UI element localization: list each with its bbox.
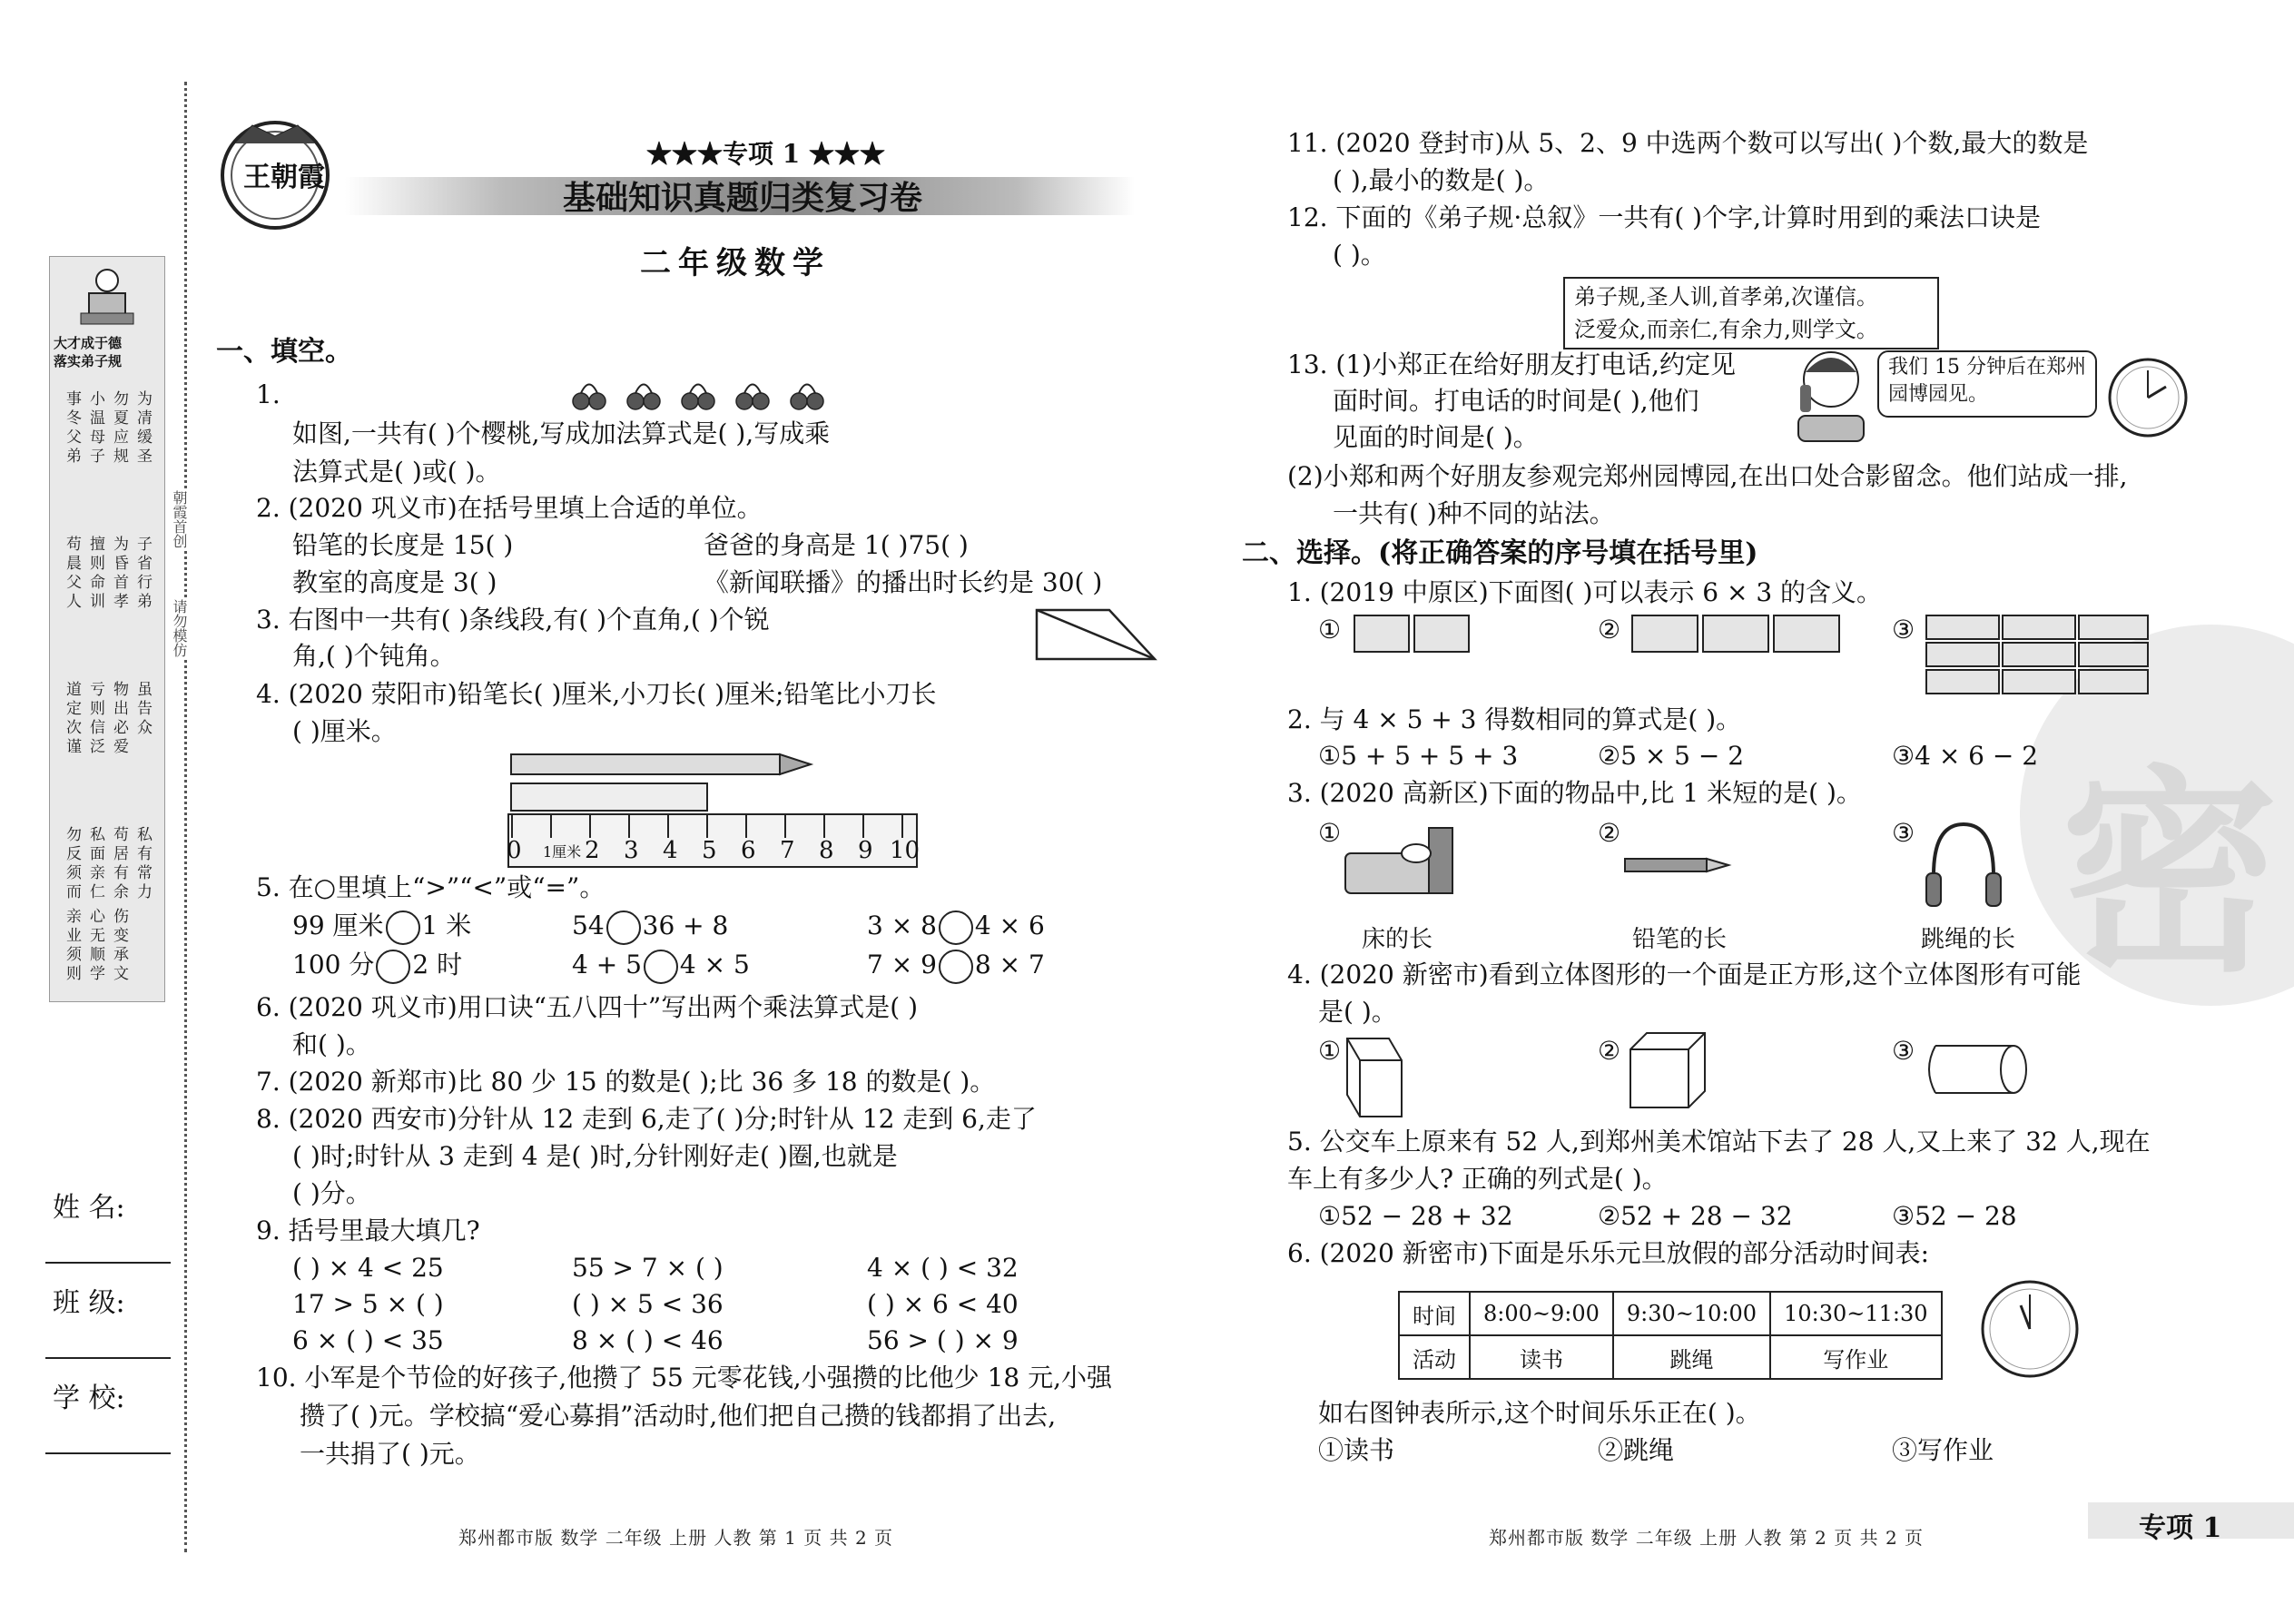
option-mark[interactable]: ① xyxy=(1318,818,1342,848)
school-label: 学 校: xyxy=(53,1383,125,1414)
logo-text: 王朝霞 xyxy=(243,162,325,193)
q2-text: 2. (2020 巩义市)在括号里填上合适的单位。 xyxy=(256,493,763,523)
poem-box xyxy=(1563,277,1939,349)
option-text[interactable]: ②5 × 5 − 2 xyxy=(1598,741,1745,771)
poem-line: 弟子规,圣人训,首孝弟,次谨信。 xyxy=(1574,284,1878,310)
section-choice: 二、选择。(将正确答案的序号填在括号里) xyxy=(1242,537,1758,569)
compare-circle[interactable] xyxy=(939,950,973,984)
poem-column: 小温母子 xyxy=(86,390,104,467)
triangular-prism-icon xyxy=(1344,1033,1407,1124)
poem-column: 子省行弟 xyxy=(133,536,152,612)
poem-column: 苟晨父人 xyxy=(63,536,81,612)
q9-item: 6 × ( ) < 35 xyxy=(292,1325,444,1355)
q5-row: 99 厘米 1 米 xyxy=(292,908,471,945)
q10-text: 一共捐了( )元。 xyxy=(300,1439,480,1469)
q5-row: 54 36 + 8 xyxy=(572,908,728,945)
caption-pencil: 铅笔的长 xyxy=(1632,926,1728,953)
q8-text: ( )分。 xyxy=(292,1178,371,1208)
compare-circle[interactable] xyxy=(376,950,410,984)
c4-text: 是( )。 xyxy=(1318,997,1397,1027)
poem-column: 勿夏应规 xyxy=(110,390,128,467)
q12-text: ( )。 xyxy=(1333,240,1386,270)
q13-text: 见面的时间是( )。 xyxy=(1333,422,1539,452)
class-field[interactable] xyxy=(45,1357,171,1359)
table-row xyxy=(1399,1335,1942,1379)
dots-group-2 xyxy=(1630,614,1844,657)
q9-item: 56 > ( ) × 9 xyxy=(867,1325,1019,1355)
option-mark[interactable]: ① xyxy=(1318,615,1342,645)
motto-2: 落实弟子规 xyxy=(54,353,123,369)
q5-row: 7 × 9 8 × 7 xyxy=(867,947,1045,984)
option-text[interactable]: ②52 + 28 − 32 xyxy=(1598,1201,1793,1231)
option-mark[interactable]: ② xyxy=(1598,1036,1621,1066)
footer-left: 郑州都市版 数学 二年级 上册 人教 第 1 页 共 2 页 xyxy=(458,1527,894,1549)
ruler-tick: 10 xyxy=(890,837,921,864)
table-cell: 跳绳 xyxy=(1613,1335,1770,1379)
q10-text: 10. 小军是个节俭的好孩子,他攒了 55 元零花钱,小强攒的比他少 18 元,小强 xyxy=(256,1363,1112,1393)
ruler-tick: 4 xyxy=(663,837,678,864)
watermark-text: 密 xyxy=(2061,745,2279,1001)
jump-rope-icon xyxy=(1914,821,2013,911)
poem-column: 道定次谨 xyxy=(63,681,81,757)
poem-column: 物出必爱 xyxy=(110,681,128,757)
caption-rope: 跳绳的长 xyxy=(1921,926,2016,953)
ruler-tick: 5 xyxy=(702,837,717,864)
compare-circle[interactable] xyxy=(386,910,420,945)
q7-text: 7. (2020 新郑市)比 80 少 15 的数是( );比 36 多 18 的数是( )。 xyxy=(256,1067,996,1097)
q2-text: 爸爸的身高是 1( )75( ) xyxy=(704,530,969,560)
q9-item: 17 > 5 × ( ) xyxy=(292,1289,444,1319)
q5-text: 5. 在○里填上“>”“<”或“=”。 xyxy=(256,872,605,902)
poem-column: 擅则命训 xyxy=(86,536,104,612)
ruler-tick: 1厘米 xyxy=(543,843,582,861)
poem-column: 心无顺学 xyxy=(86,908,104,984)
q4-text: ( )厘米。 xyxy=(292,716,397,746)
poem-column: 虽告众 xyxy=(133,681,152,738)
trapezoid-figure xyxy=(1033,606,1160,664)
q5-row: 3 × 8 4 × 6 xyxy=(867,908,1045,945)
table-cell: 10:30~11:30 xyxy=(1770,1292,1941,1335)
poem-column: 苟居有余 xyxy=(110,826,128,902)
ruler-tick: 3 xyxy=(624,837,639,864)
cylinder-icon xyxy=(1923,1040,2032,1098)
table-cell: 写作业 xyxy=(1770,1335,1941,1379)
footer-right: 郑州都市版 数学 二年级 上册 人教 第 2 页 共 2 页 xyxy=(1489,1527,1925,1549)
q9-item: 4 × ( ) < 32 xyxy=(867,1253,1019,1283)
speech-bubble: 我们 15 分钟后在郑州园博园见。 xyxy=(1877,350,2097,418)
option-mark[interactable]: ③ xyxy=(1892,615,1915,645)
poem-column: 勿反须而 xyxy=(63,826,81,902)
option-text[interactable]: ①读书 xyxy=(1318,1435,1395,1465)
subject-title: 二年级数学 xyxy=(640,245,831,281)
option-mark[interactable]: ① xyxy=(1318,1036,1342,1066)
option-text[interactable]: ③写作业 xyxy=(1892,1435,1994,1465)
ruler-tick: 9 xyxy=(858,837,873,864)
school-field[interactable] xyxy=(45,1452,171,1454)
option-text[interactable]: ②跳绳 xyxy=(1598,1435,1675,1465)
c2-text: 2. 与 4 × 5 + 3 得数相同的算式是( )。 xyxy=(1287,704,1742,734)
q5-row: 100 分 2 时 xyxy=(292,947,462,984)
option-mark[interactable]: ② xyxy=(1598,615,1621,645)
poem-column: 亏则信泛 xyxy=(86,681,104,757)
ruler-tick: 7 xyxy=(780,837,795,864)
binding-line xyxy=(184,82,187,1552)
caption-bed: 床的长 xyxy=(1362,926,1433,953)
q9-text: 9. 括号里最大填几? xyxy=(256,1216,480,1245)
option-mark[interactable]: ② xyxy=(1598,818,1621,848)
compare-circle[interactable] xyxy=(939,910,973,945)
q2-text: 《新闻联播》的播出时长约是 30( ) xyxy=(704,567,1103,597)
dots-group-1 xyxy=(1353,614,1471,657)
binding-note: 请勿模仿 xyxy=(171,599,188,657)
poem-column: 私有常力 xyxy=(133,826,152,902)
table-cell: 8:00~9:00 xyxy=(1470,1292,1613,1335)
q9-item: ( ) × 4 < 25 xyxy=(292,1253,444,1283)
compare-circle[interactable] xyxy=(644,950,678,984)
c4-text: 4. (2020 新密市)看到立体图形的一个面是正方形,这个立体图形有可能 xyxy=(1287,960,2082,989)
c5-text: 车上有多少人? 正确的列式是( )。 xyxy=(1287,1164,1668,1194)
q1-text: 法算式是( )或( )。 xyxy=(292,457,501,487)
cube-icon xyxy=(1627,1029,1708,1111)
ruler-tick: 2 xyxy=(585,837,600,864)
q3-text: 3. 右图中一共有( )条线段,有( )个直角,( )个锐 xyxy=(256,605,770,635)
ruler-tick: 8 xyxy=(819,837,834,864)
q9-item: ( ) × 6 < 40 xyxy=(867,1289,1019,1319)
q13-text: 13. (1)小郑正在给好朋友打电话,约定见 xyxy=(1287,349,1736,379)
compare-circle[interactable] xyxy=(606,910,641,945)
option-mark[interactable]: ③ xyxy=(1892,818,1915,848)
clock-icon xyxy=(2106,356,2190,439)
option-text[interactable]: ③4 × 6 − 2 xyxy=(1892,741,2039,771)
ruler-tick: 0 xyxy=(507,837,522,864)
q8-text: ( )时;时针从 3 走到 4 是( )时,分针刚好走( )圈,也就是 xyxy=(292,1141,898,1171)
clock-icon xyxy=(1979,1278,2081,1380)
q4-text: 4. (2020 荥阳市)铅笔长( )厘米,小刀长( )厘米;铅笔比小刀长 xyxy=(256,679,937,709)
q6-text: 和( )。 xyxy=(292,1029,371,1059)
table-cell: 9:30~10:00 xyxy=(1613,1292,1770,1335)
q8-text: 8. (2020 西安市)分针从 12 走到 6,走了( )分;时针从 12 走到 6,走了 xyxy=(256,1104,1037,1134)
bed-icon xyxy=(1342,817,1460,908)
c3-text: 3. (2020 高新区)下面的物品中,比 1 米短的是( )。 xyxy=(1287,778,1862,808)
q11-text: 11. (2020 登封市)从 5、2、9 中选两个数可以写出( )个数,最大的数是 xyxy=(1287,128,2089,158)
option-text[interactable]: ③52 − 28 xyxy=(1892,1201,2017,1231)
q2-text: 教室的高度是 3( ) xyxy=(292,567,497,597)
poem-line: 泛爱众,而亲仁,有余力,则学文。 xyxy=(1574,317,1878,342)
q3-text: 角,( )个钝角。 xyxy=(292,641,456,671)
binding-note: 朝霞首创 xyxy=(171,490,188,548)
pencil-icon xyxy=(1623,855,1732,877)
poem-column: 私面亲仁 xyxy=(86,826,104,902)
poem-column: 为凊缓圣 xyxy=(133,390,152,467)
q1-number: 1. xyxy=(256,379,281,409)
q5-row: 4 + 5 4 × 5 xyxy=(572,947,750,984)
q13-text: 面时间。打电话的时间是( ),他们 xyxy=(1333,386,1699,416)
cherries-icon xyxy=(563,370,835,414)
scholar-icon xyxy=(75,264,139,330)
q10-text: 攒了( )元。学校搞“爱心募捐”活动时,他们把自己攒的钱都捐了出去, xyxy=(300,1401,1057,1431)
motto-1: 大才成于德 xyxy=(54,335,123,351)
q9-item: ( ) × 5 < 36 xyxy=(572,1289,724,1319)
option-text[interactable]: ①52 − 28 + 32 xyxy=(1318,1201,1513,1231)
c6-text: 6. (2020 新密市)下面是乐乐元旦放假的部分活动时间表: xyxy=(1287,1238,1930,1268)
c6-text: 如右图钟表所示,这个时间乐乐正在( )。 xyxy=(1318,1398,1761,1428)
section-fill: 一、填空。 xyxy=(216,336,352,368)
table-cell: 活动 xyxy=(1399,1335,1470,1379)
section-tag: 专项 1 xyxy=(2139,1512,2222,1544)
q12-text: 12. 下面的《弟子规·总叙》一共有( )个字,计算时用到的乘法口诀是 xyxy=(1287,202,2041,232)
c5-text: 5. 公交车上原来有 52 人,到郑州美术馆站下去了 28 人,又上来了 32 人,现在 xyxy=(1287,1127,2151,1156)
q9-item: 8 × ( ) < 46 xyxy=(572,1325,724,1355)
q6-text: 6. (2020 巩义市)用口诀“五八四十”写出两个乘法算式是( ) xyxy=(256,992,919,1022)
name-field[interactable] xyxy=(45,1262,171,1264)
q2-text: 铅笔的长度是 15( ) xyxy=(292,530,514,560)
name-label: 姓 名: xyxy=(53,1192,125,1224)
q9-item: 55 > 7 × ( ) xyxy=(572,1253,724,1283)
schedule-table xyxy=(1398,1291,1943,1380)
q1-text: 如图,一共有( )个樱桃,写成加法算式是( ),写成乘 xyxy=(292,418,831,448)
table-cell: 时间 xyxy=(1399,1292,1470,1335)
ruler-tick: 6 xyxy=(741,837,756,864)
q11-text: ( ),最小的数是( )。 xyxy=(1333,165,1550,195)
phone-boy-figure xyxy=(1793,345,1876,445)
poem-column: 为昏首孝 xyxy=(110,536,128,612)
poem-column: 事冬父弟 xyxy=(63,390,81,467)
table-cell: 读书 xyxy=(1470,1335,1613,1379)
page-title: 基础知识真题归类复习卷 xyxy=(563,180,923,217)
table-row xyxy=(1399,1292,1942,1335)
q13-text: 一共有( )种不同的站法。 xyxy=(1333,498,1615,528)
option-mark[interactable]: ③ xyxy=(1892,1036,1915,1066)
poem-column: 亲业须则 xyxy=(63,908,81,984)
poem-column: 伤变承文 xyxy=(110,908,128,984)
class-label: 班 级: xyxy=(53,1287,125,1319)
dots-group-3 xyxy=(1925,614,2151,697)
c1-text: 1. (2019 中原区)下面图( )可以表示 6 × 3 的含义。 xyxy=(1287,577,1883,607)
series-label: ★★★专项 1 ★★★ xyxy=(646,139,885,169)
q13-text: (2)小郑和两个好朋友参观完郑州园博园,在出口处合影留念。他们站成一排, xyxy=(1287,461,2128,491)
option-text[interactable]: ①5 + 5 + 5 + 3 xyxy=(1318,741,1519,771)
